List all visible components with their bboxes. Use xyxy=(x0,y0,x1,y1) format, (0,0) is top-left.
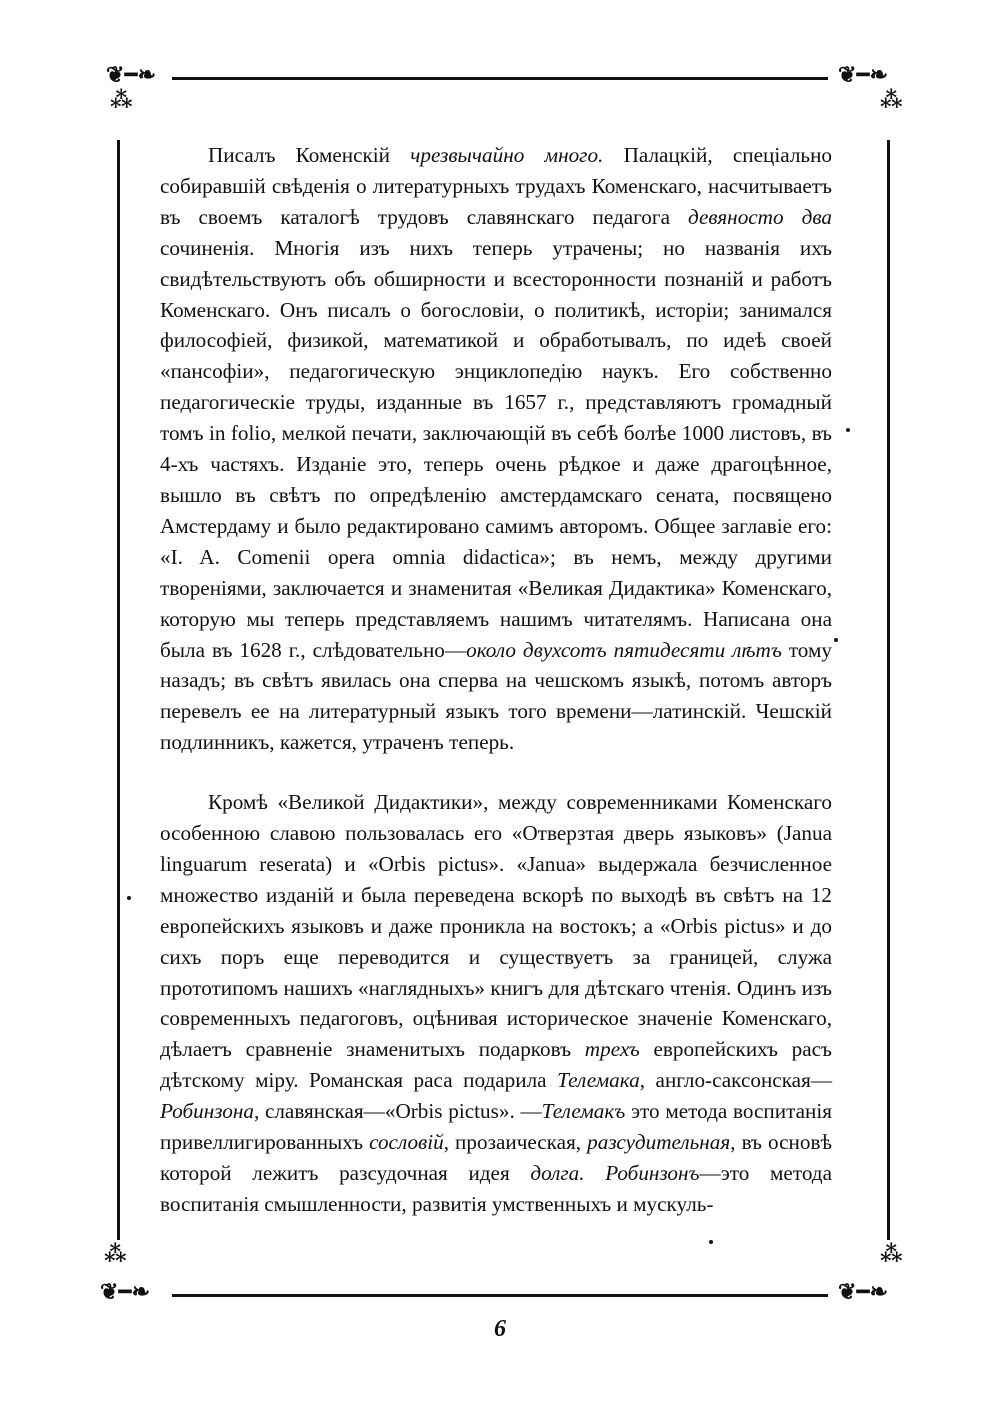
emphasis-run: Телемакъ xyxy=(541,1099,626,1124)
emphasis-run: трехъ xyxy=(584,1037,640,1062)
text-run: Кромѣ «Великой Дидактики», между современниками Коменскаго особенною славою пользовалась его «Отверзтая дверь языковъ» (Janua linguarum reserata) и «Orbis pictus». «Janua» выдержала безчисленное множество изданій и была переведена вскорѣ по выходѣ въ свѣтъ на 12 европейскихъ языковъ и даже проникла на востокъ; а «Orbis pictus» и до сихъ поръ еще переводится и существуетъ за границей, служа прототипомъ нашихъ «наглядныхъ» книгъ для дѣтскаго чтенія. Одинъ изъ современныхъ педагоговъ, оцѣнивая историческое значеніе Коменскаго, дѣлаетъ сравненіе знаменитыхъ подарковъ xyxy=(160,790,832,1062)
text-run: , англо-саксонская— xyxy=(639,1068,833,1093)
emphasis-run: долга. xyxy=(530,1161,585,1185)
corner-ornament-bottom-right: ❦━❧ xyxy=(838,1279,889,1305)
side-ornament-top-right: ⁂ xyxy=(880,87,903,113)
page-number: 6 xyxy=(494,1316,506,1342)
corner-ornament-bottom-left: ❦━❧ xyxy=(100,1279,151,1305)
emphasis-run: около двухсотъ пятидесяти лѣтъ xyxy=(466,637,782,662)
text-run: Палацкій, спеціально собиравшій свѣденія о литературныхъ трудахъ Коменскаго, насчитываетъ въ своемъ каталогѣ трудовъ славянскаго педагога xyxy=(160,143,832,229)
text-run: сочиненія. Многія изъ нихъ теперь утрачены; но названія ихъ свидѣтельствуютъ объ обширности и всесторонности познаній и работъ Коменскаго. Онъ писалъ о богословіи, о политикѣ, исторіи; занимался философіей, физикой, математикой и обработывалъ, по идеѣ своей «пансофіи», педагогическую энциклопедію наукъ. Его собственно педагогическіе труды, изданные въ 1657 г., представляютъ громадный томъ in folio, мелкой печати, заключающій въ себѣ болѣе 1000 листовъ, въ 4-хъ частяхъ. Изданіе это, теперь очень рѣдкое и даже драгоцѣнное, вышло въ свѣтъ по опредѣленію амстердамскаго сената, посвящено Амстердаму и было редактировано самимъ авторомъ. Общее заглавіе его: «I. A. Comenii opera omnia didactica»; въ немъ, между другими твореніями, заключается и знаменитая «Великая Дидактика» Коменскаго, которую мы теперь представляемъ нашимъ читателямъ. Написана она была въ 1628 г., слѣдовательно— xyxy=(160,235,832,662)
text-run: это метода воспитанія привеллигированныхъ xyxy=(160,1099,832,1155)
emphasis-run: Робинзона xyxy=(160,1099,254,1124)
emphasis-run: Телемака xyxy=(557,1068,640,1093)
main-text xyxy=(160,140,832,1220)
corner-ornament-top-right: ❦━❧ xyxy=(838,62,889,88)
text-run: Писалъ Коменскій xyxy=(208,143,411,167)
margin-speck xyxy=(127,896,131,900)
text-run: , славянская—«Orbis pictus». — xyxy=(253,1099,542,1124)
side-ornament-bottom-right: ⁂ xyxy=(880,1241,903,1267)
paragraph-2 xyxy=(160,787,832,1220)
text-run: тому назадъ; въ свѣтъ явилась она сперва на чешскомъ языкѣ, потомъ авторъ перевелъ ее на литературный языкъ того времени—латинскій. Чешскій подлинникъ, кажется, утраченъ теперь. xyxy=(160,637,832,755)
paragraph-1 xyxy=(160,140,832,758)
text-run: —это метода воспитанія смышленности, развитія умственныхъ и мускуль- xyxy=(160,1161,832,1216)
margin-speck xyxy=(834,638,838,642)
emphasis-run: сословій xyxy=(369,1130,444,1155)
emphasis-run: разсудительная xyxy=(587,1130,731,1155)
text-run xyxy=(585,1161,606,1185)
text-run: европейскихъ расъ дѣтскому міру. Романская раса подарила xyxy=(160,1037,832,1093)
side-ornament-top-left: ⁂ xyxy=(110,87,133,113)
text-run: , прозаическая, xyxy=(443,1130,588,1155)
frame-left-rule xyxy=(117,140,120,1240)
corner-ornament-top-left: ❦━❧ xyxy=(106,62,157,88)
frame-right-rule xyxy=(887,140,890,1240)
margin-speck xyxy=(709,1240,713,1244)
frame-bottom-rule xyxy=(172,1294,828,1297)
emphasis-run: девяносто два xyxy=(688,204,832,229)
text-run: , въ основѣ которой лежитъ разсудочная идея xyxy=(160,1130,832,1185)
side-ornament-bottom-left: ⁂ xyxy=(104,1241,127,1267)
emphasis-run: чрезвычайно много. xyxy=(410,143,604,167)
frame-top-rule xyxy=(172,77,828,80)
emphasis-run: Робинзонъ xyxy=(605,1161,700,1185)
margin-speck xyxy=(846,428,850,432)
